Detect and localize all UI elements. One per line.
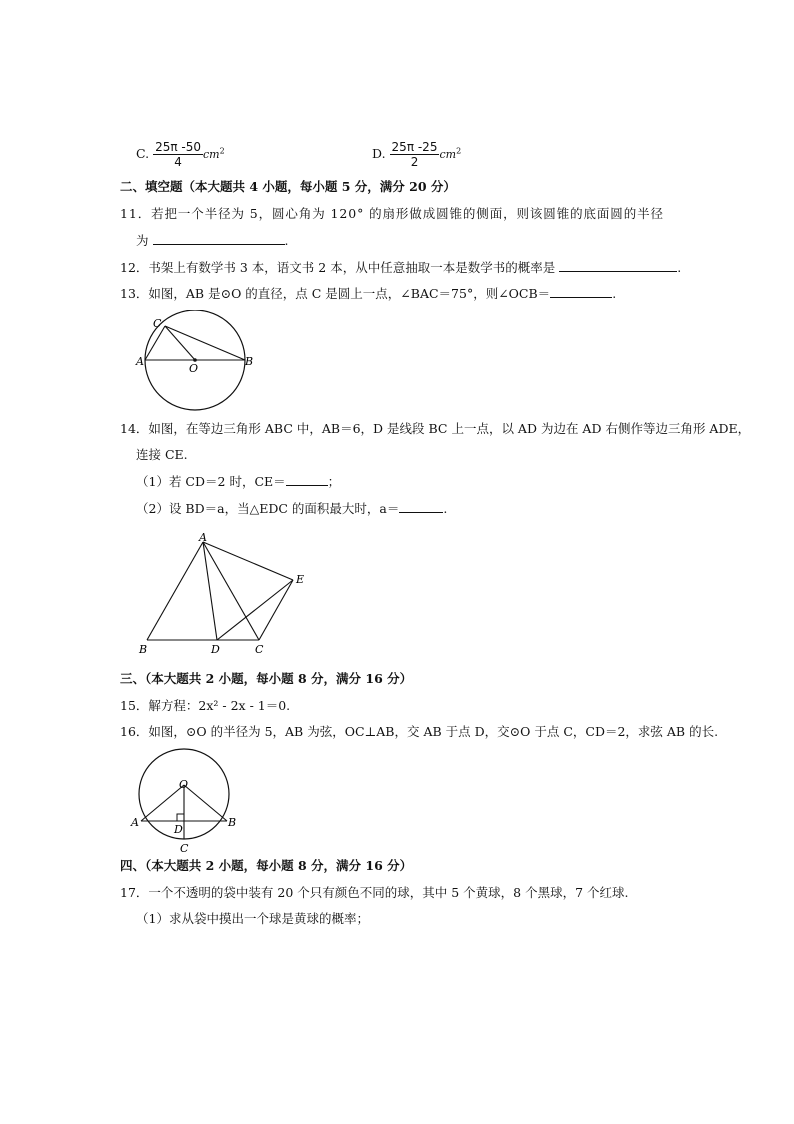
fig14-label-e: E: [296, 573, 305, 586]
option-d-numerator: 25π -25: [391, 140, 438, 154]
section-2-heading: 二、填空题（本大题共 4 小题，每小题 5 分，满分 20 分）: [120, 179, 456, 194]
q14-sub2-answer-blank[interactable]: [399, 499, 443, 513]
option-d: [372, 140, 461, 169]
q12: 12．书架上有数学书 3 本，语文书 2 本，从中任意抽取一本是数学书的概率是 .: [120, 260, 682, 275]
fig13-label-c: C: [153, 317, 162, 330]
q17-sub1: （1）求从袋中摸出一个球是黄球的概率；: [136, 911, 369, 926]
option-c-unit: $cm^2$: [203, 146, 225, 161]
q17: 17．一个不透明的袋中装有 20 个只有颜色不同的球，其中 5 个黄球，8 个黑球，7 个红球.: [120, 885, 629, 900]
fig16-label-c: C: [180, 842, 189, 854]
fig16-label-a: A: [131, 816, 139, 829]
q14-sub2: （2）设 BD＝a，当△EDC 的面积最大时，a＝ .: [136, 501, 448, 516]
q14-sub1-answer-blank[interactable]: [286, 472, 328, 486]
q11-line1: 11．若把一个半径为 5，圆心角为 120° 的扇形做成圆锥的侧面，则该圆锥的底面圆的半径: [120, 206, 664, 221]
fig13-label-a: A: [136, 355, 144, 368]
option-c-label: C.: [136, 146, 150, 161]
option-d-denominator: 2: [410, 155, 419, 169]
option-c-fraction: [153, 140, 203, 169]
fig16-label-o: O: [179, 778, 189, 791]
fig13-label-b: B: [245, 355, 254, 368]
q11-answer-blank[interactable]: [153, 231, 285, 245]
section-4-heading: 四、（本大题共 2 小题，每小题 8 分，满分 16 分）: [120, 858, 413, 873]
q14-line1: 14．如图，在等边三角形 ABC 中，AB＝6，D 是线段 BC 上一点，以 AD 为边在 AD 右侧作等边三角形 ADE，: [120, 421, 751, 436]
figure-14-triangles: [135, 530, 315, 658]
q13: 13．如图，AB 是⊙O 的直径，点 C 是圆上一点，∠BAC＝75°，则∠OCB＝ .: [120, 286, 617, 301]
figure-16-circle: [128, 746, 240, 854]
option-d-label: D.: [372, 146, 386, 161]
fig16-label-d: D: [174, 823, 183, 836]
q14-sub1: （1）若 CD＝2 时，CE＝ ；: [136, 474, 341, 489]
option-d-fraction: [390, 140, 440, 169]
q15: 15．解方程：2x² - 2x - 1＝0.: [120, 698, 291, 713]
figure-13-circle: [130, 310, 260, 412]
fig14-label-c: C: [255, 643, 264, 656]
fig14-label-d: D: [211, 643, 220, 656]
option-c: [136, 140, 225, 169]
option-c-numerator: 25π -50: [155, 140, 201, 154]
q13-answer-blank[interactable]: [550, 284, 612, 298]
fig16-label-b: B: [228, 816, 237, 829]
q11-line2: 为 .: [136, 233, 289, 248]
option-d-unit: $cm^2$: [439, 146, 462, 161]
q14-line2: 连接 CE.: [136, 447, 188, 462]
fig14-label-a: A: [199, 531, 207, 544]
section-3-heading: 三、（本大题共 2 小题，每小题 8 分，满分 16 分）: [120, 671, 413, 686]
option-c-denominator: 4: [174, 155, 182, 169]
q16: 16．如图，⊙O 的半径为 5，AB 为弦，OC⊥AB，交 AB 于点 D，交⊙O 于点 C，CD＝2，求弦 AB 的长.: [120, 724, 719, 739]
fig14-label-b: B: [139, 643, 148, 656]
q12-answer-blank[interactable]: [559, 258, 677, 272]
fig13-label-o: O: [189, 362, 199, 375]
